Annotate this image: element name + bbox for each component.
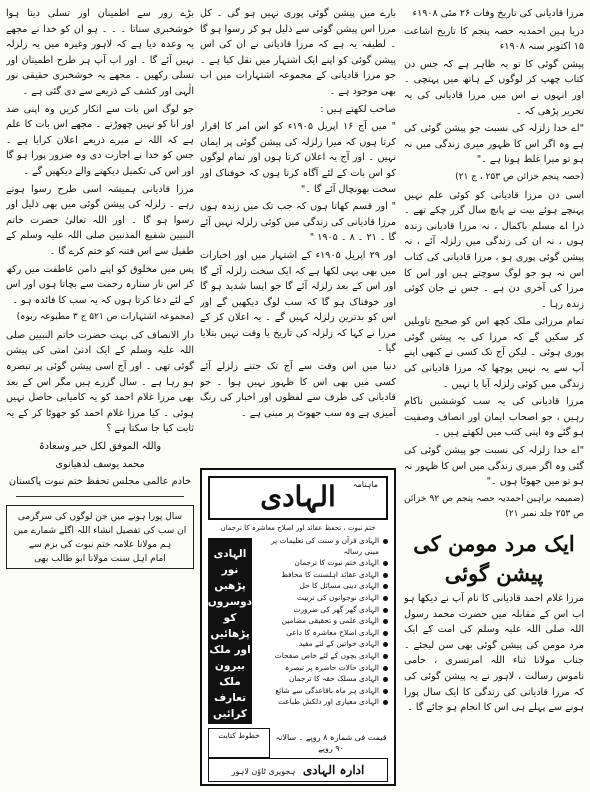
ad-feature-item: الہادی مسلک حقہ کا ترجمان [258, 674, 388, 685]
death-date-line: مرزا قادیانی کی تاریخ وفات ۲۶ مئی ۱۹۰۸ء [412, 8, 584, 19]
ad-feature-item: الہادی قرآن و سنت کی تعلیمات پر مبنی رسالہ [258, 536, 388, 557]
left-column [6, 6, 194, 786]
notice-line: ان سب کی تفصیل انشاء اللہ اگلے شمارے میں [13, 525, 187, 536]
middle-column [200, 6, 396, 466]
quote: " میں آج ۱۶ اپریل ۱۹۰۵ء کو اس امر کا اقرار کرتا ہوں کہ میرا زلزلہ کی پیشن گوئی پر ایمان نہیں ۔ اور آج یہ اعلان کرتا ہوں اور تمام لوگوں کو اس بات کے لئے آگاہ کرتا ہوں کہ خوفناک اور سخت بھونچال آئے گا ۔" [200, 121, 396, 195]
ad-feature-item: الہادی خواتین کے لئے مفید [258, 639, 388, 650]
ad-feature-item: الہادی گھر گھر کی ضرورت [258, 605, 388, 616]
notice-box [6, 505, 194, 569]
ad-feature-item: الہادی اصلاح معاشرہ کا داعی [258, 628, 388, 639]
closing-line: واللہ الموفق لکل خیر وسعادۃ [38, 441, 162, 453]
paragraph: پیشن گوئی کا تو یہ ظاہر ہے کہ جس دن کتاب چھپ کر لوگوں کے ہاتھ میں پہنچی ۔ اور انہوں نے اس میں مرزا قادیانی کی یہ تحریر پڑھی کہ ۔ [404, 58, 584, 117]
paragraph: مرزا قادیانی کی یہ سب کوششیں ناکام رہیں ، جو اصحاب ایمان اور انصاف وصفیت ہو گئے وہ اپنی کتب میں لکھتے ہیں ۔ [404, 396, 584, 439]
paragraph: بڑے زور سے اطمینان اور تسلی دیتا ہوا خوشخبری سناتا ۔ ۔ ۔ ہو ان کو خدا نے مجھے یہ وعدہ دیا ہے کہ لاہور وغیرہ میں یہ زلزلہ نہیں آئے گا ۔ اور اب آپ ہر طرح اطمینان اور تسلی رکھیں ۔ مجھے یہ خوشخبری حقیقی نور الٰہی اور کشف کے ذریعے سے دی گئی ہے ۔ [6, 8, 194, 97]
quote: " اور قسم کھاتا ہوں کہ جب تک میں زندہ ہوں مرزا قادیانی کی زندگی میں کوئی زلزلہ نہیں آئے گا ۔ ۲۱ ۔ ۸ ۔ ۱۹۰۵ " [200, 201, 396, 244]
ad-feature-item: الہادی معیاری اور دلکش طباعت [258, 697, 388, 708]
paragraph: مرزا قادیانی ہمیشہ اسی طرح رسوا ہوتے رہے ۔ زلزلہ کی پیشن گوئی میں بھی ذلیل اور رسوا ہو گا ۔ اور اللہ تعالیٰ حضرت خاتم النبیین شفیع المذنبین صلی اللہ علیہ وسلم کے طفیل سے اس فتنہ کو ختم کرے گا ۔ [6, 183, 194, 257]
divider [16, 496, 184, 497]
paragraph: جو لوگ اس بات سے انکار کریں وہ اپنی ضد اور انا کو نہیں چھوڑتے ۔ مجھے اس بات کا علم ہے کہ اللہ نے میرے ذریعے اعلان کرایا ہے ۔ جس کو خدا نے اجازت دی وہ ضرور پورا ہو گا اور اس کی تکمیل دیکھنے والے دیکھیں گے ۔ [6, 103, 194, 177]
ad-feature-list [258, 536, 388, 726]
notice-line: سال پورا ہونے میں جن لوگوں کی سرگرمی [17, 511, 183, 522]
ad-footer [208, 758, 388, 782]
paragraph: اسی دن مرزا قادیانی کو کوئی علم نہیں پہنچے ہوئے بیت نے پانچ سال گزر چکے تھے ۔ ذرا اے مسلم باکمال ، نہ مرزا قادیانی زندہ ہوں ، نہ ان کی زندگی میں زلزلہ آئے ، نہ پیشن گوئی پوری ہو ، مرزا قادیانی کی کتاب اس نہ ہو جو لوگ سوچتے ہیں اور اس کا مرزا کی آخری دن ہے ۔ جس نے جان کوئی زندہ رہا ۔ [404, 189, 584, 310]
ad-feature-item: الہادی بچوں کے لئے خاص صفحات [258, 651, 388, 662]
quote: "اے خدا زلزلہ کی نسبت جو پیشن گوئی کی ہے وہ اگر اس کا ظہور میری زندگی میں نہ ہو تو میرا غلط ہونا ہے ۔" [404, 123, 584, 166]
ad-feature-item: الہادی ہر ماہ باقاعدگی سے شائع [258, 686, 388, 697]
ad-feature-item: الہادی علمی و تحقیقی مضامین [258, 616, 388, 627]
ad-masthead [208, 476, 388, 520]
ad-feature-item: الہادی ختم نبوت کا ترجمان [258, 558, 388, 569]
paragraph: تمام مرزائی ملک کچھ اس کو صحیح تاویلیں کر سکیں گے کہ مرزا کی یہ پیشن گوئی پوری ہوئی ۔ لیکن آج تک کسی نے کبھی اپنے آپ سے یہ نہیں پوچھا کہ مرزا قادیانی کی زندگی میں کوئی زلزلہ آیا یا نہیں ۔ [404, 316, 584, 390]
ad-footer-address: ہجویری ٹاؤن لاہور [231, 767, 296, 776]
reference: (ضمیمہ براہین احمدیہ حصہ پنجم ص ۹۲ خزائن ص ۲۵۳ جلد نمبر ۲۱) [404, 493, 584, 520]
author-signature: محمد یوسف لدھیانوی [55, 458, 145, 470]
ad-feature-item: الہادی عقائد اہلسنت کا محافظ [258, 570, 388, 581]
ad-feature-item: الہادی نوجوانوں کی تربیت [258, 593, 388, 604]
reference: (مجموعہ اشتہارات ص ۵۲۱ ج ۳ مطبوعہ ربوہ) [16, 312, 194, 323]
quote: "اے خدا زلزلہ کی نسبت جو پیشن گوئی کی گئی وہ اگر میری زندگی میں اس کا ظہور نہ ہو تو میں جھوٹا ہوں ۔" [404, 445, 584, 488]
paragraph: مرزا غلام احمد قادیانی کا نام آپ نے دیکھا ہو اب اس کے مقابلہ میں حضرت محمد رسول اللہ صلی اللہ علیہ وسلم کی امت کے ایک مرد مومن کی پیشن گوئی بھی سن لیجئے ۔ جناب مولانا ثناء اللہ امرتسری ، حامی ناموس رسالت ، لاہور نے یہ پیشن گوئی کی کہ مرزا قادیانی کی زندگی کا ایک سال پورا ہونے سے پہلے ہی اس کا انجام ہو جائے گا ۔ [404, 593, 584, 714]
ad-feature-item: الہادی حالات حاضرہ پر تبصرہ [258, 663, 388, 674]
notice-line: امام اہل سنت مولانا ابو طالب بھی [34, 553, 166, 564]
paragraph: بارے میں پیشن گوئی پوری نہیں ہو گی ۔ کل مرزا اس پیشن گوئی سے ذلیل ہو کر رسوا ہو گا ۔ لطیفہ یہ ہے کہ مرزا قادیانی نے ان کی اس پیشن گوئی کو اپنے ایک اشتہار میں نقل کیا ہے ۔ جو مرزا قادیانی کے مجموعہ اشتہارات میں اب بھی موجود ہے ۔ [200, 8, 396, 97]
right-column [404, 6, 584, 786]
notice-line: ہم مولانا علامہ ختم نبوت کی بزم سے [28, 539, 172, 550]
publication-date-line: دریا ہین احمدیہ حصہ پنجم کا تاریخ اشاعت ۱۵ اکتوبر سنہ ۱۹۰۸ء [404, 25, 584, 53]
author-title: خادم عالمی مجلس تحفظ ختم نبوت پاکستان [8, 476, 192, 488]
paragraph: اور ۲۹ اپریل ۱۹۰۵ء کے اشتہار میں اور اخبارات میں بھی یہی لکھا ہے کہ ایک سخت زلزلہ آئے گا اور اس کے بعد زلزلہ آئے گا جو ایسا شدید ہو گا اور خوفناک ہو گا کہ سب لوگ دیکھیں گے اور اس کو بدترین زلزلہ کہیں گے ۔ یہ اعلان کر کے مرزا نے کہا کہ زلزلہ کی تاریخ یا وقت نہیں بتلایا گیا ۔ [200, 249, 396, 355]
ad-subscription-box: خطوط کتابت [208, 728, 270, 758]
ad-monthly-label: ماہنامہ [352, 480, 378, 489]
section-heading: ایک مرد مومن کی پیشن گوئی [413, 531, 575, 586]
paragraph-end: صاحب لکھتے ہیں : [320, 103, 396, 115]
paragraph: پس میں مخلوق کو اپنے دامن عاطفت میں رکھ کر اس نار ستارہ رحمت سے بچاتا ہوں اور اس کے لئے دعا کرتا ہوں کہ یہ سب کا فائدہ ہو ۔ [6, 263, 194, 306]
ad-tagline: ختم نبوت ، تحفظ عقائد اور اصلاح معاشرہ کا ترجمان [220, 524, 376, 532]
advertisement [200, 468, 396, 786]
ad-footer-name: ادارہ الہادی [302, 763, 365, 777]
ad-feature-item: الہادی دینی مسائل کا حل [258, 581, 388, 592]
ad-price: قیمت فی شمارہ ۸ روپے ۔ سالانہ ۹۰ روپے [275, 733, 387, 753]
paragraph: دنیا میں اس وقت سے آج تک جتنے زلزلے آئے کسی میں بھی اس کا ظہور نہیں ہوا ۔ جو قادیانی کی طرف سے لفظوں اور اخبار کی رنگ آمیزی ہے وہ سب جھوٹ پر مبنی ہے ۔ [200, 361, 396, 419]
ad-title: الہادی [260, 480, 336, 513]
paragraph: دار الانصاف کی بہت حضرت خاتم النبیین صلی اللہ علیہ وسلم کے ایک ادنیٰ امتی کی پیشن گوئی تھی ۔ اور آج اسی پیشن گوئی پر تبصرہ ہو رہا ہے ۔ سال گزرے ہیں مگر اس کے بعد بھی مرزا غلام احمد کو یہ کامیابی حاصل نہیں ہوئی ۔ کیا مرزا غلام احمد کو جھوٹا کر کے یہ ثابت کیا جا سکتا ہے ؟ [6, 329, 194, 435]
reference: (حصہ پنجم خزائن ص ۲۵۳ ، ج ۲۱) [455, 171, 584, 182]
ad-side-banner: الہادی نور پڑھیں دوسروں کو پڑھائیں اور ملک بیرون ملک تعارف کرائیں [208, 538, 252, 724]
